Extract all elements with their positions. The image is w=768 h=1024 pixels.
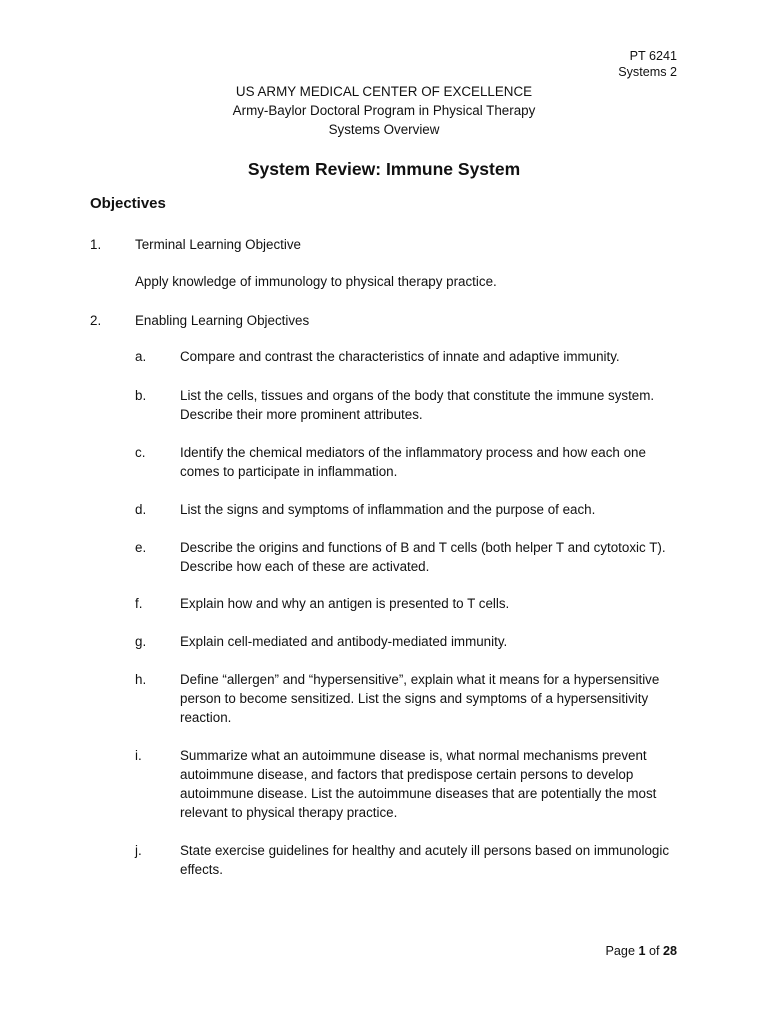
item-text: List the signs and symptoms of inflammation and the purpose of each. [180, 502, 596, 517]
objective-number: 1. [90, 237, 102, 252]
page-total: 28 [662, 944, 677, 958]
course-header [618, 48, 677, 80]
item-text: Explain how and why an antigen is presented to T cells. [180, 596, 510, 611]
item-text: Identify the chemical mediators of the inflammatory process and how each one comes to participate in inflammation. [180, 445, 646, 479]
item-letter: b. [135, 388, 147, 403]
item-letter: c. [135, 445, 146, 460]
objective-number: 2. [90, 313, 102, 328]
institution-header [0, 82, 768, 139]
item-text: Explain cell-mediated and antibody-mediated immunity. [180, 634, 508, 649]
item-letter: g. [135, 634, 147, 649]
institution-name: US ARMY MEDICAL CENTER OF EXCELLENCE [235, 84, 533, 99]
program-name: Army-Baylor Doctoral Program in Physical Therapy [232, 103, 536, 118]
course-name: Systems 2 [618, 65, 677, 79]
objective-heading: Terminal Learning Objective [135, 237, 301, 252]
item-letter: i. [135, 748, 142, 763]
item-text: Compare and contrast the characteristics of innate and adaptive immunity. [180, 349, 620, 364]
module-name: Systems Overview [328, 122, 440, 137]
item-letter: j. [135, 843, 142, 858]
item-text: Describe the origins and functions of B and T cells (both helper T and cytotoxic T). Describe how each of these are activated. [180, 540, 666, 574]
item-text: List the cells, tissues and organs of the body that constitute the immune system. Describe their more prominent attributes. [180, 388, 655, 422]
of-word: of [648, 944, 660, 958]
item-letter: a. [135, 349, 147, 364]
item-letter: e. [135, 540, 147, 555]
objective-statement: Apply knowledge of immunology to physical therapy practice. [135, 274, 497, 289]
page-number [606, 943, 677, 959]
item-text: Summarize what an autoimmune disease is, what normal mechanisms prevent autoimmune disease, and factors that predispose certain persons to develop autoimmune disease. List the autoimmune diseases that are potentially the most relevant to physical therapy practice. [180, 748, 657, 820]
item-text: Define “allergen” and “hypersensitive”, explain what it means for a hypersensitive person to become sensitized. List the signs and symptoms of a hypersensitivity reaction. [180, 672, 660, 725]
document-title: System Review: Immune System [247, 159, 521, 179]
course-code: PT 6241 [629, 49, 677, 63]
item-letter: h. [135, 672, 147, 687]
page-word: Page [605, 944, 635, 958]
item-letter: f. [135, 596, 143, 611]
item-letter: d. [135, 502, 147, 517]
page-current: 1 [638, 944, 646, 958]
section-heading-objectives: Objectives [90, 195, 166, 212]
item-text: State exercise guidelines for healthy and acutely ill persons based on immunologic effects. [180, 843, 670, 877]
objective-heading: Enabling Learning Objectives [135, 313, 310, 328]
